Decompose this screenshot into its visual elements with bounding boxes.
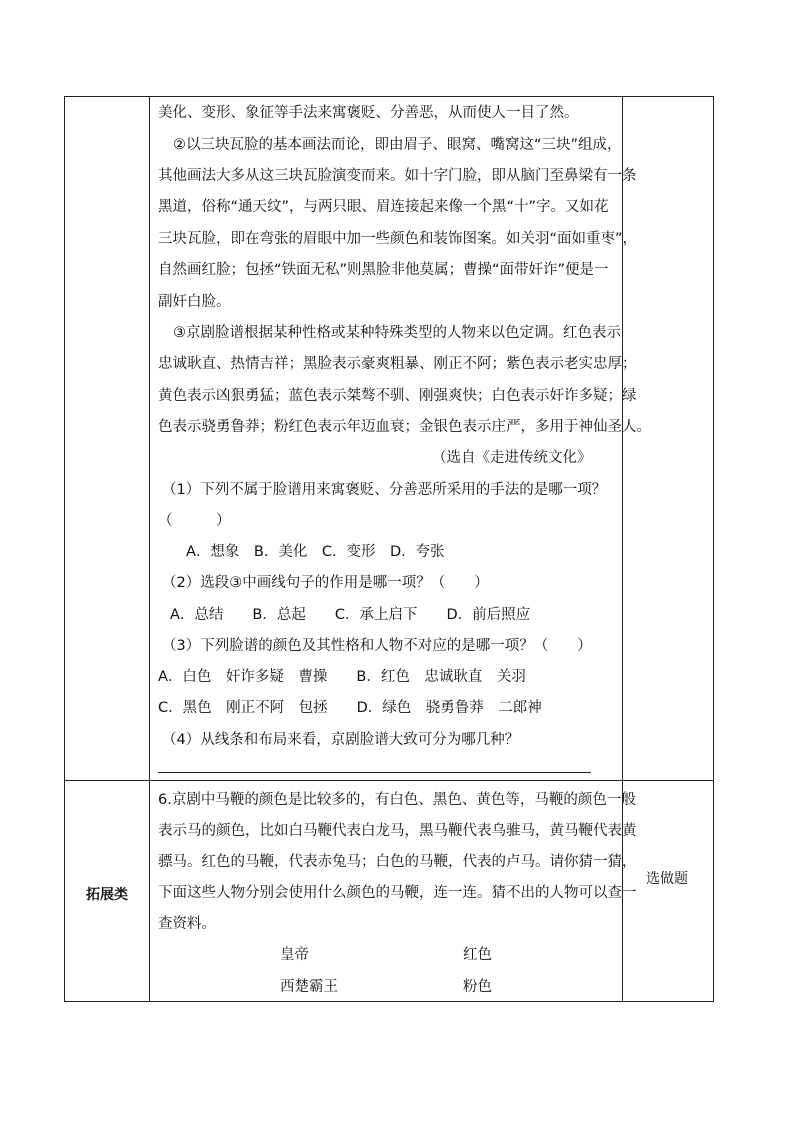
question-1-answer-paren: （ ） xyxy=(158,513,231,529)
passage-line-10: 黄色表示凶狠勇猛；蓝色表示桀骜不驯、刚强爽快；白色表示奸诈多疑；绿 xyxy=(158,388,637,404)
table-row-divider xyxy=(64,780,714,781)
extension-line-2: 表示马的颜色，比如白马鞭代表白龙马，黑马鞭代表乌骓马，黄马鞭代表黄 xyxy=(158,823,637,839)
question-2: （2）选段③中画线句子的作用是哪一项？（ ） xyxy=(162,575,489,591)
category-label: 拓展类 xyxy=(86,887,128,903)
table-column-divider-1 xyxy=(149,96,150,1002)
optional-note: 选做题 xyxy=(646,871,688,887)
passage-line-5: 三块瓦脸，即在弯张的眉眼中加一些颜色和装饰图案。如关羽“面如重枣”， xyxy=(158,231,638,247)
match-person-2[interactable]: 西楚霸王 xyxy=(280,979,338,995)
passage-line-4: 黑道，俗称“通天纹”，与两只眼、眉连接起来像一个黑“十”字。又如花 xyxy=(158,199,609,215)
extension-line-1: 6.京剧中马鞭的颜色是比较多的，有白色、黑色、黄色等，马鞭的颜色一般 xyxy=(158,792,636,808)
passage-line-8: ③京剧脸谱根据某种性格或某种特殊类型的人物来以色定调。红色表示 xyxy=(173,325,621,341)
question-2-options: A．总结 B．总起 C．承上启下 D．前后照应 xyxy=(170,607,531,623)
extension-line-3: 骠马。红色的马鞭，代表赤兔马；白色的马鞭，代表的卢马。请你猜一猜， xyxy=(158,854,637,870)
table-border-right xyxy=(713,96,714,1002)
question-4: （4）从线条和布局来看，京剧脸谱大致可分为哪几种？ xyxy=(162,732,520,748)
passage-line-9: 忠诚耿直、热情吉祥；黑脸表示豪爽粗暴、刚正不阿；紫色表示老实忠厚； xyxy=(158,356,637,372)
question-1: （1）下列不属于脸谱用来寓褒贬、分善恶所采用的手法的是哪一项？ xyxy=(162,482,607,498)
match-person-1[interactable]: 皇帝 xyxy=(280,947,309,963)
passage-line-3: 其他画法大多从这三块瓦脸演变而来。如十字门脸，即从脑门至鼻梁有一条 xyxy=(158,168,637,184)
question-3-options-row-1: A．白色 奸诈多疑 曹操 B．红色 忠诚耿直 关羽 xyxy=(158,669,526,685)
extension-line-5: 查资料。 xyxy=(158,916,216,932)
passage-line-1: 美化、变形、象征等手法来寓褒贬、分善恶，从而使人一目了然。 xyxy=(158,105,579,121)
table-border-top xyxy=(64,96,714,97)
passage-line-6: 自然画红脸；包拯“铁面无私”则黑脸非他莫属；曹操“面带奸诈”便是一 xyxy=(158,262,609,278)
answer-line[interactable] xyxy=(158,772,591,773)
question-1-options: A．想象 B．美化 C．变形 D．夸张 xyxy=(186,544,445,560)
question-3-options-row-2: C．黑色 刚正不阿 包拯 D．绿色 骁勇鲁莽 二郎神 xyxy=(158,700,542,716)
passage-line-2: ②以三块瓦脸的基本画法而论，即由眉子、眼窝、嘴窝这“三块”组成， xyxy=(173,137,622,153)
passage-source: （选自《走进传统文化》 xyxy=(432,450,592,466)
table-border-bottom xyxy=(64,1001,714,1002)
question-3: （3）下列脸谱的颜色及其性格和人物不对应的是哪一项？（ ） xyxy=(162,638,592,654)
extension-line-4: 下面这些人物分别会使用什么颜色的马鞭，连一连。猜不出的人物可以查一 xyxy=(158,885,637,901)
passage-line-11: 色表示骁勇鲁莽；粉红色表示年迈血衰；金银色表示庄严，多用于神仙圣人。 xyxy=(158,419,651,435)
passage-line-7: 副奸白脸。 xyxy=(158,294,231,310)
match-color-1[interactable]: 红色 xyxy=(463,947,492,963)
match-color-2[interactable]: 粉色 xyxy=(463,979,492,995)
table-border-left xyxy=(64,96,65,1002)
